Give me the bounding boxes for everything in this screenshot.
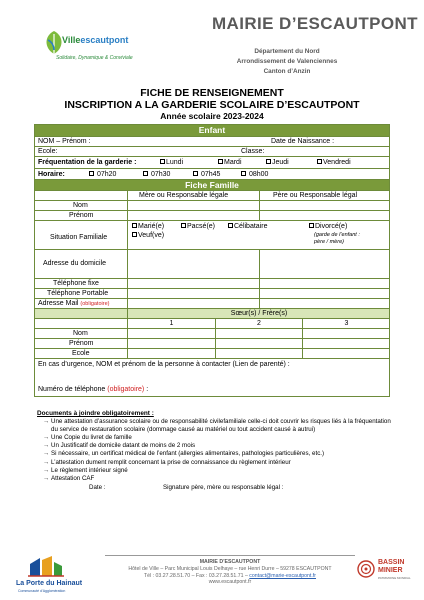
checkbox[interactable] — [181, 223, 186, 228]
bassin-minier-logo — [356, 556, 418, 592]
porte-hainaut-name: La Porte du Hainaut — [16, 580, 83, 587]
document-item: → Attestation CAF — [37, 475, 397, 483]
checkbox[interactable] — [218, 159, 223, 164]
row-famille-columns — [35, 190, 389, 200]
day-option-vendredi[interactable]: Vendredi — [317, 159, 351, 166]
sibling2-ecole-field[interactable] — [215, 349, 302, 358]
form-title-line1: FICHE DE RENSEIGNEMENT — [140, 87, 284, 99]
row-fratrie-numbers — [35, 318, 389, 328]
option-celibataire[interactable]: Célibataire — [228, 223, 267, 230]
option-marie[interactable]: Marié(e) — [132, 223, 164, 230]
pere-nom-field[interactable] — [259, 201, 390, 210]
porte-du-hainaut-logo — [14, 554, 94, 594]
departement-text: Département du Nord — [254, 48, 320, 55]
sibling2-prenom-field[interactable] — [215, 339, 302, 348]
day-option-lundi[interactable]: Lundi — [160, 159, 183, 166]
col-header-pere: Père ou Responsable légal — [259, 191, 390, 200]
checkbox[interactable] — [309, 223, 314, 228]
checkbox[interactable] — [132, 223, 137, 228]
checkbox[interactable] — [132, 232, 137, 237]
fratrie-title: Sœur(s) / Frère(s) — [127, 309, 390, 318]
adresse-label: Adresse du domicile — [43, 260, 107, 267]
mere-prenom-field[interactable] — [127, 211, 259, 220]
bassin-minier-emblem-icon — [357, 560, 375, 578]
fratrie-header — [35, 308, 389, 318]
footer-website[interactable]: www.escautpont.fr — [208, 579, 252, 586]
arrondissement-text: Arrondissement de Valenciennes — [236, 58, 338, 65]
row-adresse — [35, 249, 389, 278]
logo-wordmark: Villeescautpont — [62, 35, 129, 45]
footer-mairie: MAIRIE D’ESCAUTPONT — [199, 559, 261, 565]
checkbox[interactable] — [317, 159, 322, 164]
nom-prenom-label: NOM – Prénom : — [38, 138, 91, 145]
checkbox[interactable] — [266, 159, 271, 164]
date-naissance-label: Date de Naissance : — [271, 138, 335, 145]
footer-phone-line: Tél : 03.27.28.51.70 – Fax : 03.27.28.51.71 – contact@marie-escautpont.fr — [144, 572, 316, 579]
urgence-contact-label: En cas d’urgence, NOM et prénom de la personne à contacter (Lien de parenté) : — [38, 361, 290, 368]
day-option-jeudi[interactable]: Jeudi — [266, 159, 289, 166]
checkbox[interactable] — [193, 171, 198, 176]
form-title-school-year: Année scolaire 2023-2024 — [160, 111, 264, 121]
horaire-option-0730[interactable]: 07h30 — [143, 171, 170, 178]
checkbox[interactable] — [89, 171, 94, 176]
administrative-info — [212, 47, 362, 77]
section-famille-header: Fiche Famille — [35, 179, 389, 190]
adresse-mail-label: Adresse Mail (obligatoire) — [38, 300, 110, 307]
canton-text: Canton d’Anzin — [263, 68, 311, 75]
section-enfant-header: Enfant — [35, 125, 389, 136]
obligatoire-tag: (obligatoire) — [80, 301, 110, 307]
document-item: → Une Copie du livret de famille — [37, 434, 397, 442]
ville-escautpont-logo — [42, 28, 132, 68]
sibling3-nom-field[interactable] — [302, 329, 390, 338]
ecole-label: Ecole: — [38, 148, 58, 155]
patrimoine-text: PATRIMOINE MONDIAL — [378, 576, 411, 580]
minier-text: MINIER — [378, 567, 403, 574]
situation-label: Situation Familiale — [50, 234, 108, 241]
checkbox[interactable] — [160, 159, 165, 164]
date-signature-row — [37, 484, 397, 492]
footer-address: Hôtel de Ville – Parc Municipal Louis Delhaye – rue Henri Durre – 59278 ESCAUTPONT — [128, 565, 332, 572]
documents-title: Documents à joindre obligatoirement : — [37, 410, 154, 417]
mere-mail-field[interactable] — [127, 299, 259, 308]
registration-form-table — [34, 124, 390, 397]
col-header-mere: Mère ou Responsable légale — [127, 191, 259, 200]
pere-adresse-field[interactable] — [259, 250, 390, 278]
row-adresse-mail — [35, 298, 389, 308]
row-fratrie-prenom: Prénom — [35, 338, 389, 348]
row-famille-prenom: Prénom — [35, 210, 389, 220]
sibling1-nom-field[interactable] — [127, 329, 215, 338]
sibling1-prenom-field[interactable] — [127, 339, 215, 348]
urgence-section — [35, 358, 389, 396]
document-item: → L’attestation dument remplit concernant la prise de connaissance du règlement intérieur — [37, 459, 397, 467]
pere-prenom-field[interactable] — [259, 211, 390, 220]
urgence-tel-label: Numéro de téléphone (obligatoire) : — [38, 386, 149, 393]
footer-divider — [105, 555, 355, 556]
sibling-col-1: 1 — [127, 319, 215, 328]
row-situation-familiale — [35, 220, 389, 249]
footer-email-link[interactable]: contact@marie-escautpont.fr — [249, 572, 316, 579]
garde-note-line2: père / mère) — [314, 239, 344, 245]
mere-nom-field[interactable] — [127, 201, 259, 210]
sibling-col-2: 2 — [215, 319, 302, 328]
porte-hainaut-emblem-icon — [26, 554, 66, 578]
garde-note-line1: (garde de l’enfant : — [314, 232, 360, 238]
horaire-option-0800[interactable]: 08h00 — [241, 171, 268, 178]
signature-label: Signature père, mère ou responsable légal : — [163, 483, 284, 491]
checkbox[interactable] — [143, 171, 148, 176]
pere-tel-fixe-field[interactable] — [259, 279, 390, 288]
option-pacse[interactable]: Pacsé(e) — [181, 223, 215, 230]
day-option-mardi[interactable]: Mardi — [218, 159, 242, 166]
mairie-title: MAIRIE D’ESCAUTPONT — [212, 14, 418, 33]
porte-hainaut-subtitle: Communauté d’Agglomération — [18, 589, 66, 593]
sibling2-nom-field[interactable] — [215, 329, 302, 338]
row-fratrie-nom: Nom — [35, 328, 389, 338]
document-item: → Un Justificatif de domicile datant de moins de 2 mois — [37, 442, 397, 450]
date-label: Date : — [89, 483, 106, 491]
row-famille-nom: Nom — [35, 200, 389, 210]
sibling1-ecole-field[interactable] — [127, 349, 215, 358]
page-footer — [0, 550, 424, 600]
horaire-option-0745[interactable]: 07h45 — [193, 171, 220, 178]
sibling3-ecole-field[interactable] — [302, 349, 390, 358]
page-header — [0, 0, 424, 80]
pere-tel-portable-field[interactable] — [259, 289, 390, 298]
bassin-text: BASSIN — [378, 559, 405, 566]
document-item: → Une attestation d’assurance scolaire ou de responsabilité civilefamiliale celle-ci doit couvrir les risques liés à la fréquentation du service de restauration scolaire (dommage causé au matériel ou tout accident causé à autrui) — [37, 418, 397, 434]
logo-slogan: Solidaire, Dynamique & Conviviale — [56, 55, 133, 61]
frequentation-label: Fréquentation de la garderie : — [38, 159, 137, 166]
sibling3-prenom-field[interactable] — [302, 339, 390, 348]
mere-tel-portable-field[interactable] — [127, 289, 259, 298]
pere-mail-field[interactable] — [259, 299, 390, 308]
option-veuf[interactable]: Veuf(ve) — [132, 232, 164, 239]
checkbox[interactable] — [228, 223, 233, 228]
classe-label: Classe: — [241, 148, 265, 155]
option-divorce[interactable]: Divorcé(e) — [309, 223, 347, 230]
situation-options — [127, 221, 390, 249]
row-frequentation — [35, 156, 389, 168]
documents-section — [37, 410, 397, 492]
mere-tel-fixe-field[interactable] — [127, 279, 259, 288]
footer-contact — [110, 559, 350, 586]
mere-adresse-field[interactable] — [127, 250, 259, 278]
form-title-line2: INSCRIPTION A LA GARDERIE SCOLAIRE D’ESCAUTPONT — [64, 99, 360, 111]
horaire-option-0720[interactable]: 07h20 — [89, 171, 116, 178]
row-horaire — [35, 168, 389, 179]
row-fratrie-ecole: Ecole — [35, 348, 389, 358]
row-tel-fixe: Téléphone fixe — [35, 278, 389, 288]
row-ecole-classe — [35, 146, 389, 156]
checkbox[interactable] — [241, 171, 246, 176]
horaire-label: Horaire: — [38, 171, 65, 178]
document-item: → Si nécessaire, un certificat médical de l’enfant (allergies alimentaires, pathologies particulières, etc.) — [37, 450, 397, 458]
obligatoire-tag: (obligatoire) — [107, 386, 145, 393]
sibling-col-3: 3 — [302, 319, 390, 328]
row-nom-prenom — [35, 136, 389, 146]
document-item: → Le règlement intérieur signé — [37, 467, 397, 475]
row-tel-portable: Téléphone Portable — [35, 288, 389, 298]
